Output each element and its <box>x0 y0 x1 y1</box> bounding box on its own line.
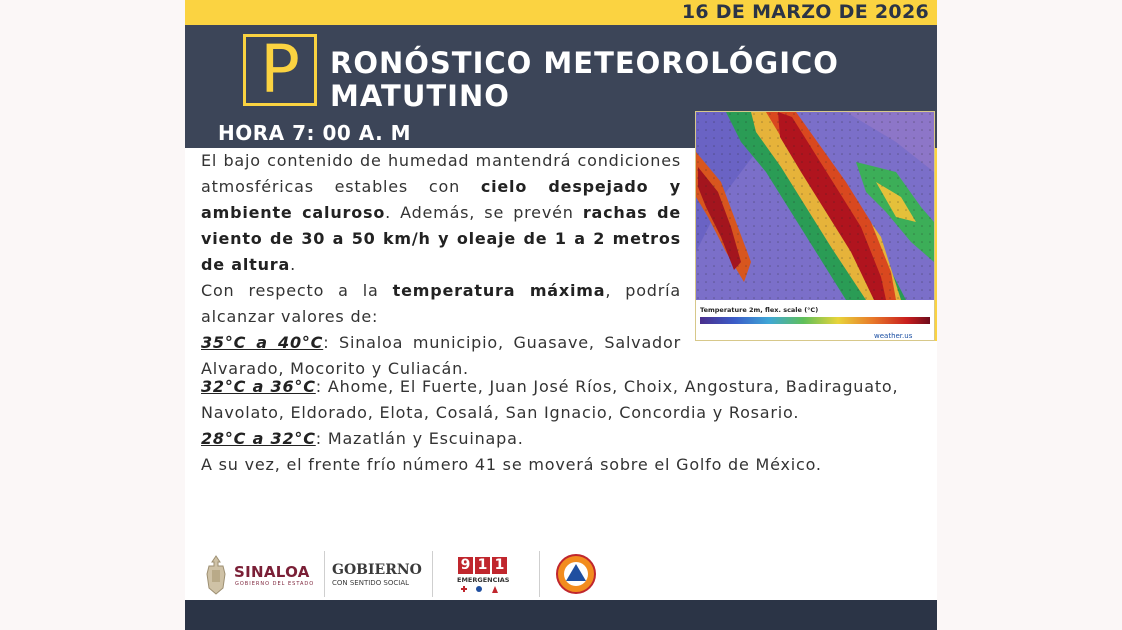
forecast-paragraph-2: Con respecto a la temperatura máxima, podría alcanzar valores de: <box>201 281 681 326</box>
digit-9: 9 <box>458 557 473 574</box>
footer-divider-2 <box>432 551 433 597</box>
proteccion-civil-icon <box>555 553 597 595</box>
footer-logos <box>185 548 937 600</box>
p-logo-letter: P <box>260 31 300 108</box>
time-label: HORA 7: 00 A. M <box>218 121 412 145</box>
title-line-2: MATUTINO <box>330 79 510 113</box>
map-caption: Temperature 2m, flex. scale (°C) <box>700 306 819 314</box>
temperature-range-3: 28°C a 32°C: Mazatlán y Escuinapa. <box>201 429 524 448</box>
bottom-bar <box>185 600 937 630</box>
gobierno-wordmark: GOBIERNO <box>332 562 422 578</box>
digit-1b: 1 <box>492 557 507 574</box>
page-title <box>330 47 839 113</box>
emergency-911-logo <box>458 557 507 574</box>
temperature-range-1: 35°C a 40°C: Sinaloa municipio, Guasave, Salvador Alvarado, Mocorito y Culiacán. <box>201 333 681 378</box>
forecast-body-wide <box>201 374 929 478</box>
temperature-map-image <box>695 111 935 341</box>
map-color-scale <box>700 317 930 324</box>
p-logo-box <box>243 31 317 108</box>
date-label: 16 DE MARZO DE 2026 <box>681 1 929 23</box>
footer-divider-1 <box>324 551 325 597</box>
sinaloa-wordmark: SINALOA <box>234 563 310 581</box>
closing-note: A su vez, el frente frío número 41 se moverá sobre el Golfo de México. <box>201 455 822 474</box>
date-bar <box>185 0 937 25</box>
forecast-paragraph-1: El bajo contenido de humedad mantendrá condiciones atmosféricas estables con cielo despejado y ambiente caluroso. Además, se prevén rachas de viento de 30 a 50 km/h y oleaje de 1 a 2 metros de altura. <box>201 151 682 274</box>
emergency-service-icons <box>458 585 508 594</box>
gobierno-subtitle: CON SENTIDO SOCIAL <box>332 579 410 587</box>
sinaloa-crest-icon <box>203 554 229 596</box>
temperature-map-graphic <box>696 112 934 340</box>
title-line-1: RONÓSTICO METEOROLÓGICO <box>330 46 839 80</box>
forecast-card <box>185 0 937 630</box>
forecast-body <box>201 148 681 382</box>
footer-divider-3 <box>539 551 540 597</box>
map-brand: weather.us <box>874 332 913 340</box>
emergencias-label: EMERGENCIAS <box>457 576 510 584</box>
sinaloa-subtitle: GOBIERNO DEL ESTADO <box>235 581 315 587</box>
temperature-range-2: 32°C a 36°C: Ahome, El Fuerte, Juan José Ríos, Choix, Angostura, Badiraguato, Navolato, Eldorado, Elota, Cosalá, San Ignacio, Concordia y Rosario. <box>201 377 899 422</box>
digit-1a: 1 <box>475 557 490 574</box>
